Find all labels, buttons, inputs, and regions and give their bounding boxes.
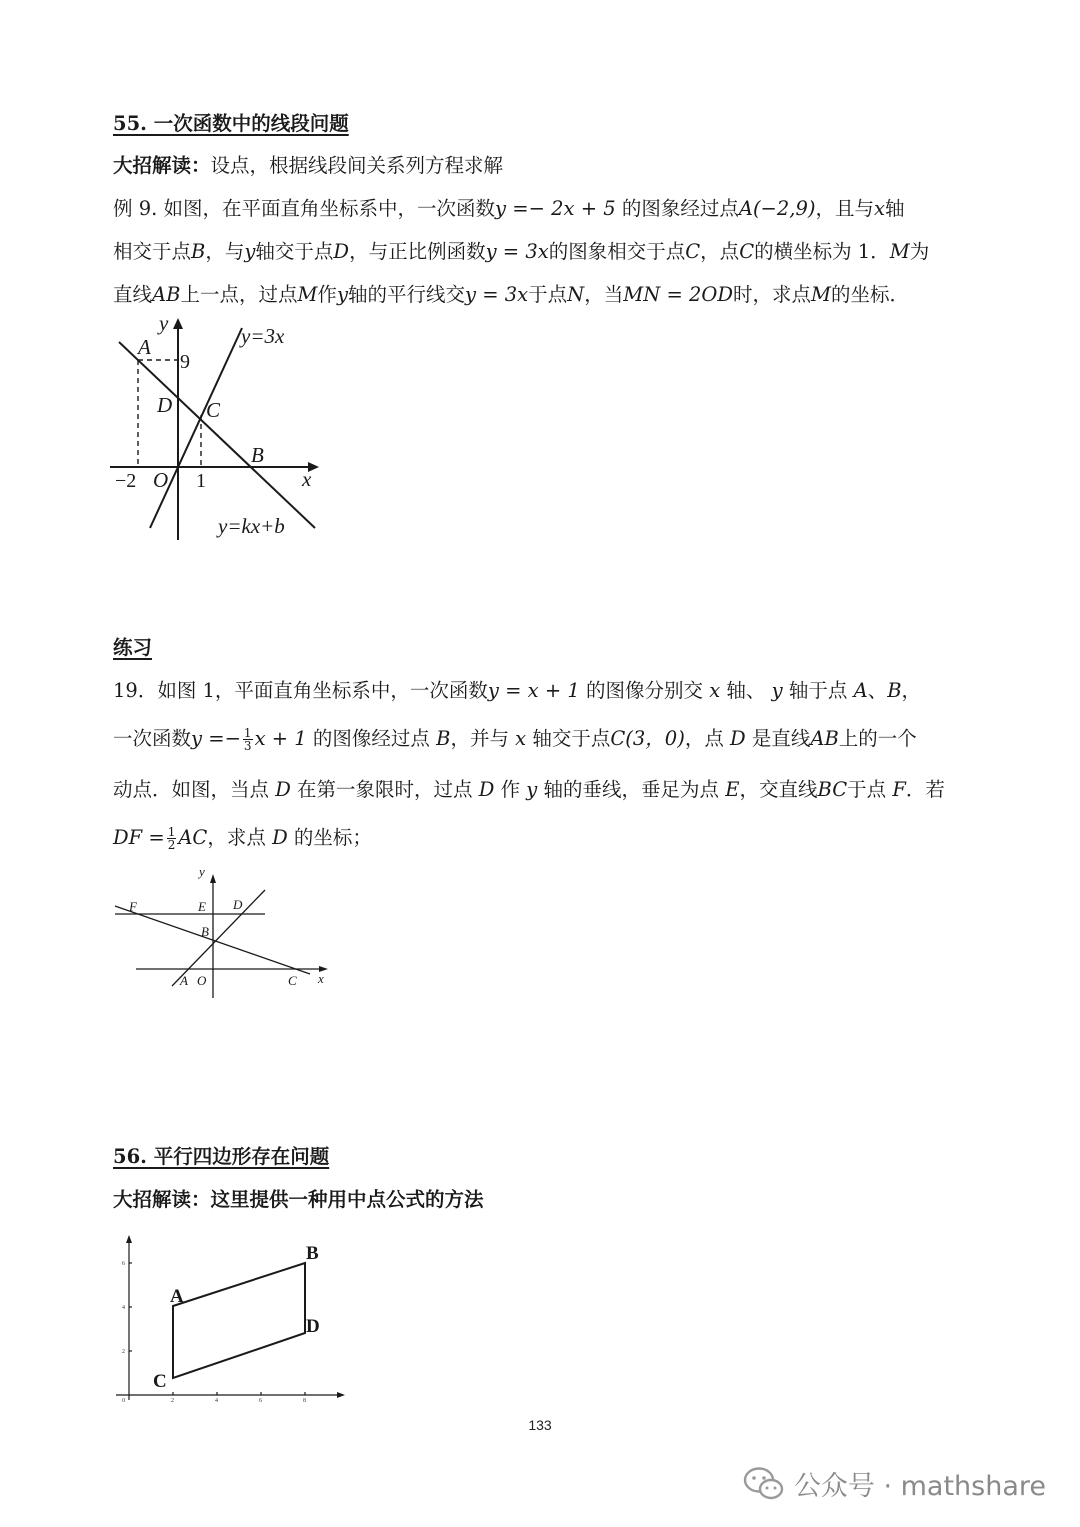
label-y: y: [199, 864, 205, 879]
label-A: A: [180, 973, 188, 988]
practice-19-line-2: 一次函数y =− $\frac{1}{3}$ x + 1 的图像经过点 B，并与 x 轴交于点C(3，0)，点 D 是直线AB上的一个: [113, 726, 917, 753]
practice-title: 练习: [113, 636, 153, 659]
wechat-icon: [744, 1467, 784, 1501]
watermark-text: 公众号 · mathshare: [793, 1471, 1046, 1502]
y-tick-label-6: 6: [122, 1261, 125, 1267]
origin-label-0: 0: [122, 1398, 125, 1404]
x-tick-label-8: 8: [303, 1398, 306, 1404]
label-B: B: [306, 1243, 319, 1264]
example-9-figure: [105, 310, 335, 550]
tick-9: 9: [180, 351, 190, 373]
label-y-axis: y: [159, 311, 169, 335]
label-E: E: [198, 899, 206, 914]
section-55-tip: 大招解读：设点，根据线段间关系列方程求解: [113, 154, 504, 177]
x-tick-label-4: 4: [215, 1398, 218, 1404]
label-C: C: [153, 1371, 167, 1392]
fraction-one-half: $\frac{1}{2}$: [167, 825, 176, 852]
tick-1: 1: [196, 470, 206, 492]
label-A: A: [170, 1286, 184, 1307]
label-y3x: y=3x: [241, 324, 285, 348]
label-D: D: [306, 1316, 320, 1337]
label-F: F: [129, 899, 137, 914]
label-C: C: [288, 973, 297, 988]
label-x-axis: x: [302, 467, 312, 491]
page-number: 133: [528, 1417, 552, 1433]
section-55-title: 55. 一次函数中的线段问题: [113, 112, 349, 135]
label-x: x: [318, 971, 324, 986]
x-axis-arrow: [337, 1392, 345, 1398]
parallelogram-figure: [112, 1234, 352, 1406]
label-C: C: [206, 398, 221, 422]
y-axis-arrow: [173, 318, 183, 329]
y-axis-arrow: [126, 1235, 132, 1243]
line-AB: [172, 890, 265, 986]
label-O: O: [197, 973, 207, 988]
section-56-tip: 大招解读：这里提供一种用中点公式的方法: [113, 1188, 484, 1211]
tick-neg2: −2: [115, 470, 137, 492]
practice-19-line-1: 19．如图 1，平面直角坐标系中，一次函数y = x + 1 的图像分别交 x 轴、 y 轴于点 A、B，: [113, 679, 922, 702]
practice-19-line-4: DF = $\frac{1}{2}$ AC，求点 D 的坐标；: [113, 825, 372, 852]
label-A: A: [138, 335, 151, 359]
practice-19-line-3: 动点．如图，当点 D 在第一象限时，过点 D 作 y 轴的垂线，垂足为点 E，交直线BC于点 F．若: [113, 778, 945, 801]
wechat-watermark: [744, 1464, 1046, 1503]
x-tick-label-2: 2: [171, 1398, 174, 1404]
label-B: B: [251, 443, 264, 467]
label-ykxb: y=kx+b: [218, 514, 285, 538]
label-O: O: [153, 468, 169, 492]
label-D: D: [157, 393, 173, 417]
parallelogram-ABDC: [173, 1263, 305, 1378]
y-axis-arrow: [210, 874, 216, 883]
practice-19-figure: [110, 862, 340, 1004]
y-tick-label-2: 2: [122, 1349, 125, 1355]
x-tick-label-6: 6: [259, 1398, 262, 1404]
label-D: D: [233, 897, 243, 912]
fraction-one-third: $\frac{1}{3}$: [243, 726, 252, 753]
line-kx-b: [119, 342, 315, 528]
section-56-title: 56. 平行四边形存在问题: [113, 1145, 330, 1168]
example-9-line-3: 直线AB上一点，过点M作y轴的平行线交y = 3x于点N，当MN = 2OD时，求点M的坐标．: [113, 283, 910, 306]
line-y-3x: [150, 328, 242, 528]
example-9-line-2: 相交于点B，与y轴交于点D，与正比例函数y = 3x的图象相交于点C，点C的横坐标为 1．M为: [113, 240, 930, 263]
y-tick-label-4: 4: [122, 1305, 125, 1311]
label-B: B: [201, 924, 209, 939]
example-9-line-1: 例 9. 如图，在平面直角坐标系中，一次函数y =− 2x + 5 的图象经过点A(−2,9)，且与x轴: [113, 197, 905, 220]
